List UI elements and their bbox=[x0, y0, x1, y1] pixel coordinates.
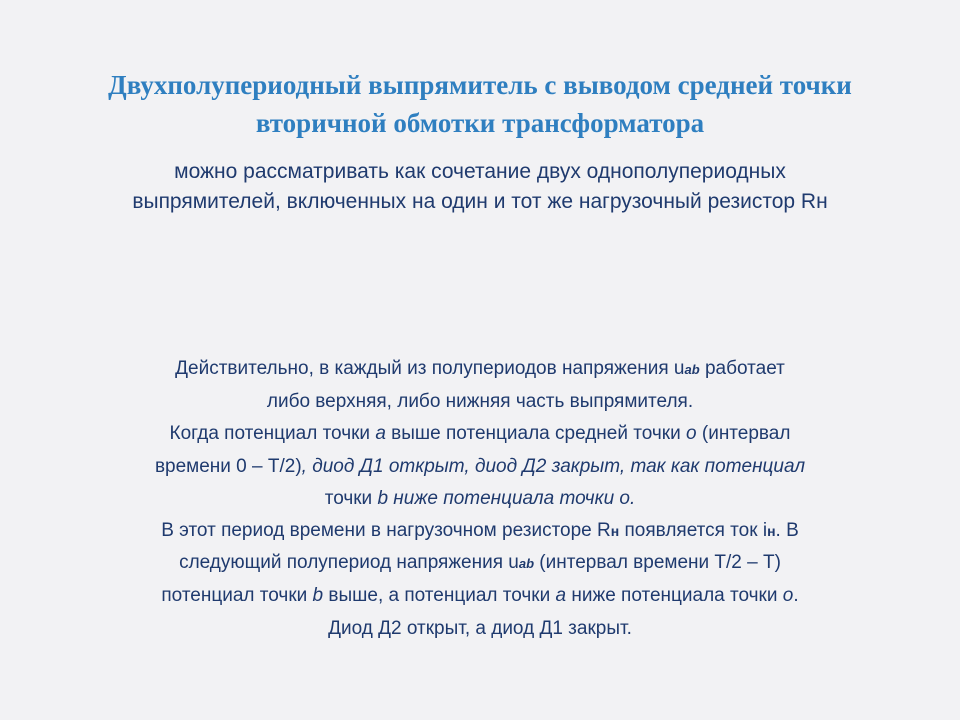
point-label: а bbox=[375, 423, 386, 445]
body-text-segment: следующий полупериод напряжения u bbox=[179, 552, 519, 574]
slide-title bbox=[0, 66, 960, 142]
point-label: а bbox=[555, 585, 567, 607]
point-label: о bbox=[686, 423, 697, 445]
body-text-segment: . В bbox=[775, 520, 799, 542]
body-text-segment: времени 0 – Т/2) bbox=[154, 455, 302, 477]
voltage-subscript: ab bbox=[684, 362, 700, 377]
body-text-segment: Диод Д2 открыт, а диод Д1 закрыт. bbox=[328, 617, 632, 639]
title-line-1: Двухполупериодный выпрямитель с выводом средней точки bbox=[108, 70, 852, 100]
body-text-segment: появляется ток i bbox=[619, 520, 768, 542]
current-subscript: н bbox=[767, 523, 776, 540]
body-text-segment: В этот период времени в нагрузочном резисторе R bbox=[161, 520, 611, 542]
body-line-7 bbox=[0, 547, 960, 580]
title-line-2: вторичной обмотки трансформатора bbox=[255, 108, 705, 138]
voltage-subscript: ab bbox=[518, 556, 535, 572]
body-line-4 bbox=[0, 451, 960, 483]
body-text-segment: Действительно, в каждый из полупериодов напряжения u bbox=[175, 358, 685, 379]
subtitle-line-2: выпрямителей, включенных на один и тот же нагрузочный резистор Rн bbox=[132, 190, 828, 213]
body-text-segment: потенциал точки bbox=[161, 585, 313, 607]
body-text-segment: , диод Д1 открыт, диод Д2 закрыт, так как потенциал bbox=[301, 455, 806, 477]
body-text-segment: (интервал времени Т/2 – Т) bbox=[534, 552, 781, 574]
point-label: о bbox=[782, 585, 794, 607]
body-line-3 bbox=[0, 418, 960, 450]
resistor-subscript: н bbox=[610, 523, 620, 540]
body-text-segment: ниже потенциала точки bbox=[566, 585, 783, 607]
body-text-segment: точки bbox=[324, 487, 378, 509]
body-line-6 bbox=[0, 515, 960, 547]
point-label: b bbox=[312, 585, 324, 607]
body-text-segment: (интервал bbox=[696, 423, 791, 445]
body-text-segment: b ниже потенциала точки о. bbox=[377, 487, 636, 509]
body-text-segment: Когда потенциал точки bbox=[169, 423, 376, 445]
subtitle-line-1: можно рассматривать как сочетание двух однополупериодных bbox=[174, 160, 786, 183]
body-text-segment: выше, а потенциал точки bbox=[323, 585, 556, 607]
body-text-segment: либо верхняя, либо нижняя часть выпрямителя. bbox=[266, 391, 694, 413]
body-text bbox=[0, 353, 960, 645]
body-text-segment: . bbox=[793, 585, 799, 607]
slide-subtitle bbox=[0, 157, 960, 217]
body-line-2 bbox=[0, 386, 960, 418]
body-text-segment: выше потенциала средней точки bbox=[385, 423, 687, 445]
body-text-segment: работает bbox=[699, 358, 785, 379]
body-line-9 bbox=[0, 613, 960, 645]
body-line-8 bbox=[0, 580, 960, 612]
body-line-1 bbox=[0, 353, 960, 386]
body-line-5 bbox=[0, 483, 960, 515]
